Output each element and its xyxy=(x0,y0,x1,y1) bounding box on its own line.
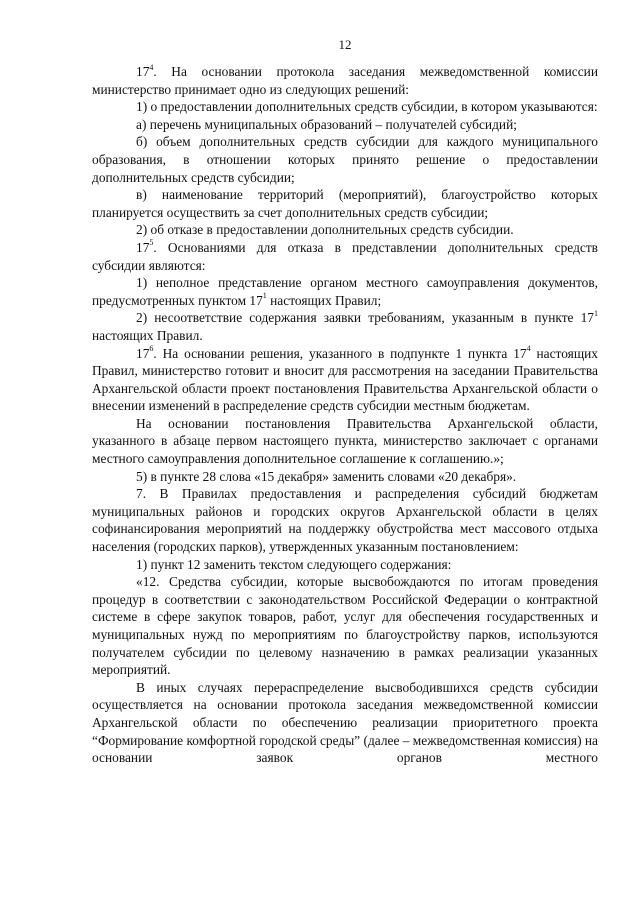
paragraph: 7. В Правилах предоставления и распределения субсидий бюджетам муниципальных районов и городских округов Архангельской области в целях софинансирования мероприятий на поддержку обустройства мест массового отдыха населения (городских парков), утвержденных указанным постановлением: xyxy=(92,486,598,555)
paragraph: На основании постановления Правительства Архангельской области, указанного в абзаце первом настоящего пункта, министерство заключает с органами местного самоуправления дополнительное соглашение к соглашению.»; xyxy=(92,415,598,467)
paragraph: 1) о предоставлении дополнительных средств субсидии, в котором указываются: xyxy=(136,99,598,115)
paragraph: 1) пункт 12 заменить текстом следующего содержания: xyxy=(136,556,452,572)
paragraph: $17^6$. На основании решения, указанного в подпункте 1 пункта $17^4$ настоящих Правил, министерство готовит и вносит для рассмотрения на заседании Правительства Архангельской области проект постановления Правительства Архангельской области о внесении изменений в распределение средств субсидии местным бюджетам. xyxy=(92,344,598,414)
paragraph: В иных случаях перераспределение высвободившихся средств субсидии осуществляется на основании протокола заседания межведомственной комиссии Архангельской области по обеспечению реализации приоритетного проекта “Формирование комфортной городской среды” (далее – межведомственная комиссия) на основании заявок органов местного xyxy=(92,679,598,766)
paragraph: $17^5$. Основаниями для отказа в представлении дополнительных средств субсидии являются: xyxy=(92,238,598,273)
paragraph: в) наименование территорий (мероприятий), благоустройство которых планируется осуществить за счет дополнительных средств субсидии; xyxy=(92,187,598,220)
document-body xyxy=(92,63,598,767)
paragraph: 5) в пункте 28 слова «15 декабря» заменить словами «20 декабря». xyxy=(136,468,517,484)
page-number: 12 xyxy=(338,37,352,52)
paragraph: а) перечень муниципальных образований – получателей субсидий; xyxy=(136,116,517,132)
paragraph: «12. Средства субсидии, которые высвобождаются по итогам проведения процедур в соответствии с законодательством Российской Федерации о контрактной системе в сфере закупок товаров, работ, услуг для обеспечения государственных и муниципальных нужд по мероприятиям по благоустройству парков, используются получателем субсидии по целевому назначению в рамках реализации указанных мероприятий. xyxy=(92,574,598,678)
paragraph: 2) об отказе в предоставлении дополнительных средств субсидии. xyxy=(136,222,514,238)
paragraph: $17^4$. На основании протокола заседания межведомственной комиссии министерство принимает одно из следующих решений: xyxy=(92,62,598,97)
paragraph: б) объем дополнительных средств субсидии для каждого муниципального образования, в отношении которых принято решение о предоставлении дополнительных средств субсидии; xyxy=(92,134,598,185)
paragraph: 2) несоответствие содержания заявки требованиям, указанным в пункте $17^1$ настоящих Правил. xyxy=(92,308,598,343)
paragraph: 1) неполное представление органом местного самоуправления документов, предусмотренных пунктом $17^1$ настоящих Правил; xyxy=(92,275,598,308)
